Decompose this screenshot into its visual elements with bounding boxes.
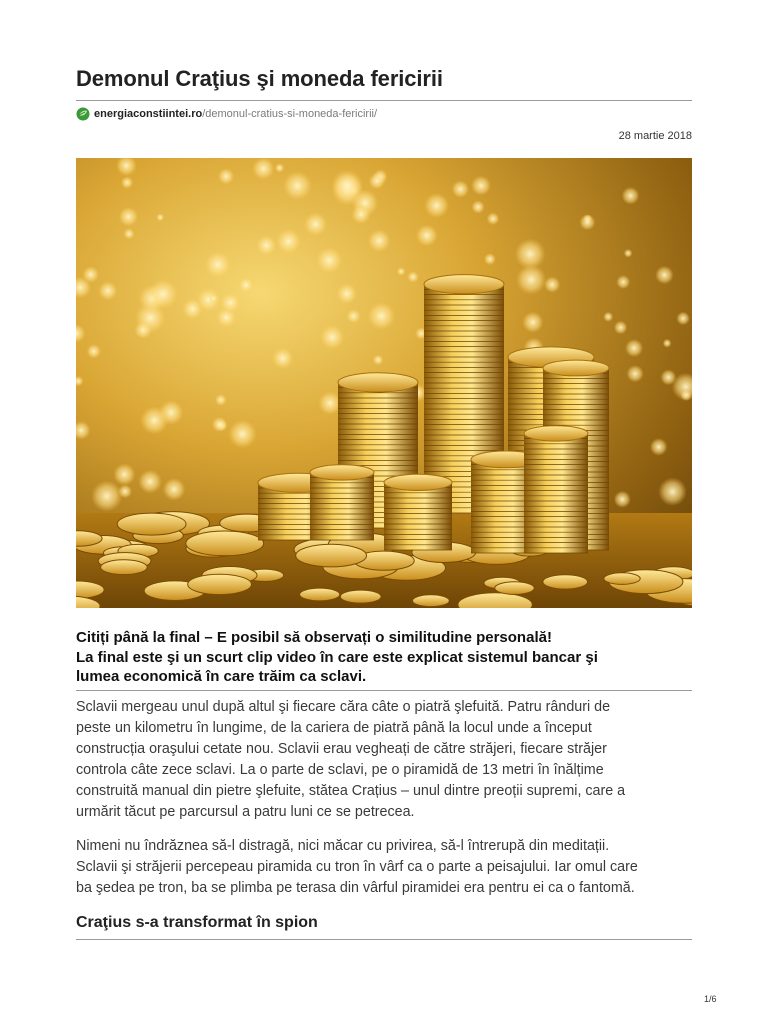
lead-divider: [76, 690, 692, 691]
paragraph-1-line: controla câte zece sclavi. La o parte de sclavi, pe o piramidă de 13 metri în înălțime: [76, 762, 604, 778]
paragraph-1-line: construită manual din pietre şlefuite, stătea Crațius – unul dintre preoții supremi, care a: [76, 783, 626, 799]
source-domain[interactable]: energiaconstiintei.ro: [94, 108, 203, 120]
paragraph-2: [76, 836, 692, 899]
paragraph-1: [76, 697, 692, 823]
lead-line-3: lumea economică în care trăim ca sclavi.: [76, 668, 367, 685]
source-path[interactable]: /demonul-cratius-si-moneda-fericirii/: [202, 108, 378, 120]
paragraph-2-line: Nimeni nu îndrăznea să-l distragă, nici măcar cu privirea, să-l întrerupă din meditații.: [76, 838, 610, 854]
title-divider: [76, 100, 692, 101]
lead-text: [76, 628, 692, 687]
paragraph-1-line: Sclavii mergeau unul după altul şi fiecare căra câte o piatră şlefuită. Patru rânduri de: [76, 699, 611, 715]
paragraph-1-line: construcția oraşului cetate nou. Sclavii erau vegheați de către străjeri, fiecare străjer: [76, 741, 607, 757]
article-title: Demonul Craţius şi moneda fericirii: [76, 66, 443, 91]
publish-date: 28 martie 2018: [618, 130, 692, 142]
paragraph-1-line: urmărit tăcut pe parcursul a patru luni ce se petrecea.: [76, 804, 415, 820]
section-heading: Craţius s-a transformat în spion: [76, 914, 318, 931]
source-link[interactable]: [76, 107, 377, 121]
paragraph-2-line: Sclavii şi străjerii percepeau piramida cu tron în vârf ca o parte a peisajului. Iar omul care: [76, 859, 638, 875]
section-divider: [76, 939, 692, 940]
page-number: 1/6: [704, 994, 717, 1004]
paragraph-2-line: ba şedea pe tron, ba se plimba pe terasa din vârful piramidei era pentru ei ca o fantomă.: [76, 880, 635, 896]
gold-coins-illustration: [76, 158, 692, 608]
globe-leaf-icon: [76, 107, 90, 121]
gold-coins-image: [76, 158, 692, 608]
lead-line-1: Citiți până la final – E posibil să observați o similitudine personală!: [76, 629, 552, 646]
paragraph-1-line: peste un kilometru în lungime, de la cariera de piatră până la locul unde a început: [76, 720, 592, 736]
lead-line-2: La final este şi un scurt clip video în care este explicat sistemul bancar şi: [76, 648, 598, 666]
